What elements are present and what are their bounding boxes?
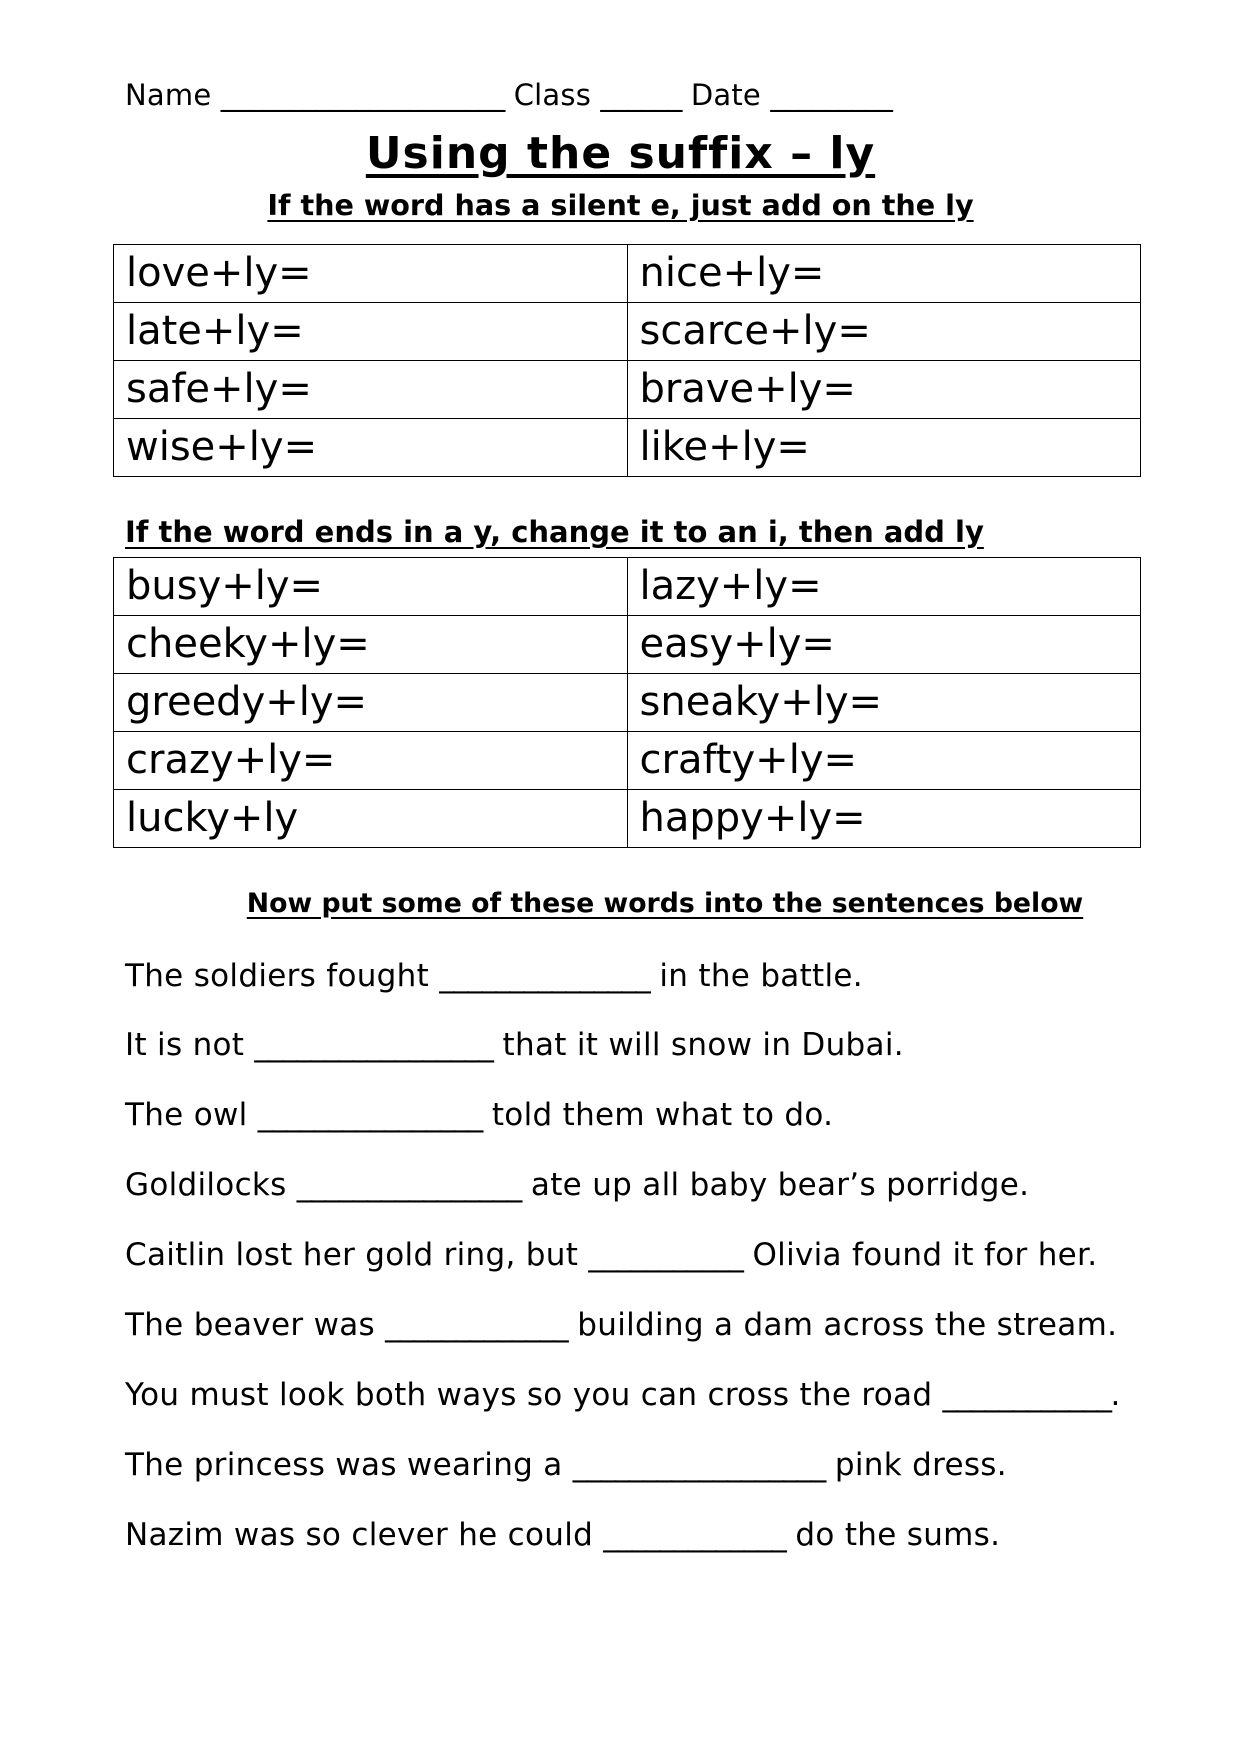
ends-in-y-word-table [113, 557, 1141, 848]
header-fields [125, 78, 1125, 112]
answer-blank[interactable]: _________________ [254, 1027, 493, 1063]
word-cell[interactable]: crafty+ly= [627, 732, 1141, 790]
rule-silent-e: If the word has a silent e, just add on the ly [267, 188, 974, 222]
date-label: Date [690, 78, 761, 112]
answer-blank[interactable]: ________________ [296, 1167, 521, 1203]
word-cell[interactable]: love+ly= [114, 245, 628, 303]
answer-blank[interactable]: ________________ [257, 1097, 482, 1133]
sentence-line [125, 958, 863, 994]
name-label: Name [125, 78, 212, 112]
word-cell[interactable]: cheeky+ly= [114, 616, 628, 674]
word-cell[interactable]: brave+ly= [627, 361, 1141, 419]
answer-blank[interactable]: ____________ [942, 1377, 1111, 1413]
sentence-line [125, 1517, 1000, 1553]
sentence-line [125, 1377, 1121, 1413]
sentence-text: Caitlin lost her gold ring, but [125, 1237, 589, 1273]
sentence-text: The princess was wearing a [125, 1447, 573, 1483]
sentence-text: Olivia found it for her. [742, 1237, 1098, 1273]
sentence-text: in the battle. [649, 958, 863, 994]
table-row [114, 558, 1141, 616]
table-row [114, 674, 1141, 732]
answer-blank[interactable]: ___________ [588, 1237, 743, 1273]
sentence-text: pink dress. [824, 1447, 1007, 1483]
sentence-text: The soldiers fought [125, 958, 440, 994]
class-label: Class [513, 78, 591, 112]
sentence-text: do the sums. [785, 1517, 1001, 1553]
sentence-line [125, 1237, 1097, 1273]
sentence-text: The owl [125, 1097, 258, 1133]
table-row [114, 361, 1141, 419]
word-cell[interactable]: happy+ly= [627, 790, 1141, 848]
sentence-line [125, 1307, 1117, 1343]
sentence-text: Nazim was so clever he could [125, 1517, 604, 1553]
sentence-text: told them what to do. [481, 1097, 834, 1133]
word-cell[interactable]: like+ly= [627, 419, 1141, 477]
word-cell[interactable]: greedy+ly= [114, 674, 628, 732]
answer-blank[interactable]: _____________ [385, 1307, 568, 1343]
table-row [114, 303, 1141, 361]
sentence-text: The beaver was [125, 1307, 386, 1343]
sentence-text: building a dam across the stream. [567, 1307, 1118, 1343]
word-cell[interactable]: late+ly= [114, 303, 628, 361]
sentence-text: You must look both ways so you can cross the road [125, 1377, 943, 1413]
answer-blank[interactable]: _____________ [603, 1517, 786, 1553]
table-row [114, 616, 1141, 674]
sentence-text: Goldilocks [125, 1167, 297, 1203]
silent-e-word-table [113, 244, 1141, 477]
word-cell[interactable]: sneaky+ly= [627, 674, 1141, 732]
answer-blank[interactable]: _______________ [439, 958, 650, 994]
word-cell[interactable]: lucky+ly [114, 790, 628, 848]
sentence-line [125, 1027, 904, 1063]
rule-ends-in-y: If the word ends in a y, change it to an i, then add ly [125, 515, 984, 549]
table-row [114, 245, 1141, 303]
sentences-instruction: Now put some of these words into the sentences below [246, 888, 1084, 919]
sentence-text: . [1110, 1377, 1121, 1413]
word-cell[interactable]: crazy+ly= [114, 732, 628, 790]
sentence-text: ate up all baby bear’s porridge. [520, 1167, 1030, 1203]
table-row [114, 790, 1141, 848]
word-cell[interactable]: safe+ly= [114, 361, 628, 419]
sentence-text: It is not [125, 1027, 255, 1063]
class-blank[interactable]: ______ [600, 78, 682, 112]
sentence-line [125, 1097, 833, 1133]
worksheet-title: Using the suffix – ly [365, 128, 876, 179]
sentence-text: that it will snow in Dubai. [492, 1027, 904, 1063]
word-cell[interactable]: lazy+ly= [627, 558, 1141, 616]
sentence-line [125, 1447, 1007, 1483]
name-blank[interactable]: _____________________ [220, 78, 505, 112]
sentence-line [125, 1167, 1029, 1203]
word-cell[interactable]: nice+ly= [627, 245, 1141, 303]
answer-blank[interactable]: __________________ [572, 1447, 825, 1483]
date-blank[interactable]: _________ [770, 78, 892, 112]
table-row [114, 419, 1141, 477]
word-cell[interactable]: wise+ly= [114, 419, 628, 477]
word-cell[interactable]: easy+ly= [627, 616, 1141, 674]
word-cell[interactable]: scarce+ly= [627, 303, 1141, 361]
table-row [114, 732, 1141, 790]
word-cell[interactable]: busy+ly= [114, 558, 628, 616]
